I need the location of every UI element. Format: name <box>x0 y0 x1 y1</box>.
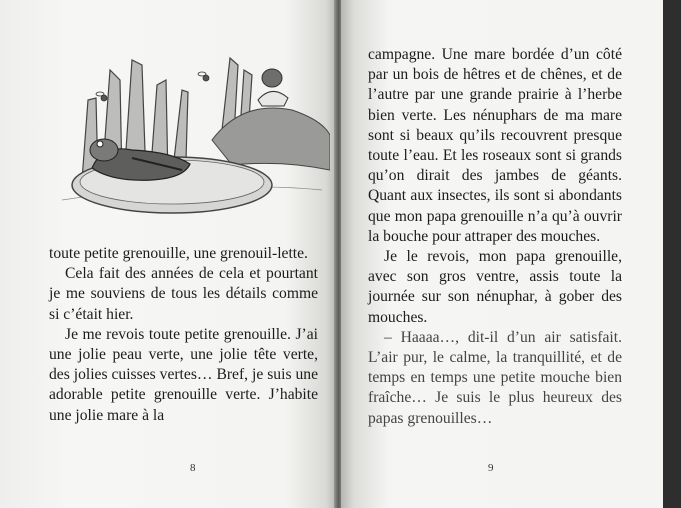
paragraph: Cela fait des années de cela et pourtant je me souviens de tous les détails comme si c’était hier. <box>49 265 318 323</box>
paragraph: Je me revois toute petite grenouille. J’ai une jolie peau verte, une jolie tête verte, des jolies cuisses vertes… Bref, je suis une adorable petite grenouille verte. J’habite une jolie mare à la <box>49 325 318 424</box>
paragraph: toute petite grenouille, une grenouil-lette. <box>49 245 308 262</box>
page-number-left: 8 <box>190 462 196 474</box>
paragraph: – Haaaa…, dit-il d’un air satisfait. L’air pur, le calme, la tranquillité, et de temps en temps une petite mouche bien fraîche… Je suis le plus heureux des papas grenouilles… <box>368 328 622 427</box>
left-page <box>0 0 336 508</box>
left-page-text <box>49 244 318 426</box>
paragraph: campagne. Une mare bordée d’un côté par un bois de hêtres et de chênes, et de l’autre par une grande prairie à l’herbe bien verte. Les nénuphars de ma mare sont si beaux qu’ils recouvrent presque toute l’eau. Et les roseaux sont si grands qu’on dirait des jambes de géants. Quant aux insectes, ils sont si abondants que mon papa grenouille n’a qu’à ouvrir la bouche pour attraper des mouches. <box>368 46 622 245</box>
right-page-edge <box>663 0 681 508</box>
right-page-text <box>368 45 622 429</box>
frog-on-lily-pad-illustration <box>62 40 330 220</box>
paragraph: Je le revois, mon papa grenouille, avec son gros ventre, assis toute la journée sur son nénuphar, à gober des mouches. <box>368 248 622 326</box>
page-number-right: 9 <box>488 462 494 474</box>
